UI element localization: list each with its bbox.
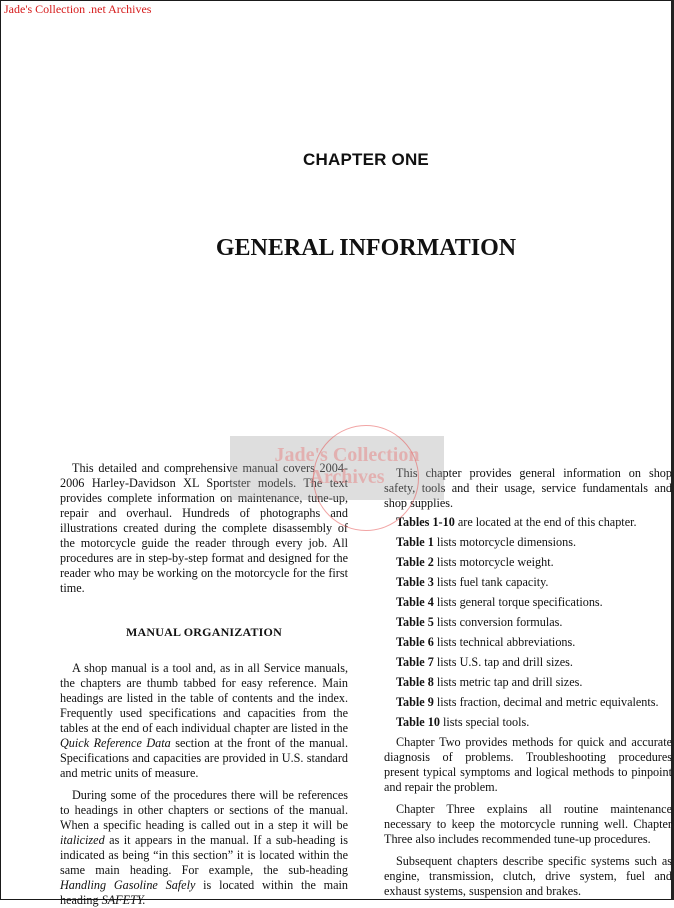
section-heading-manual-organization: MANUAL ORGANIZATION bbox=[126, 625, 282, 639]
table-list-item: Table 9 lists fraction, decimal and metric equivalents. bbox=[396, 695, 659, 709]
table-list-item: Table 3 lists fuel tank capacity. bbox=[396, 575, 549, 589]
archive-label: Jade's Collection .net Archives bbox=[4, 2, 152, 16]
table-list-item: Table 5 lists conversion formulas. bbox=[396, 615, 563, 629]
watermark-text: Jade's Collection Archives bbox=[274, 444, 420, 488]
table-list-item: Table 8 lists metric tap and drill sizes. bbox=[396, 675, 583, 689]
table-list-item: Table 4 lists general torque specifications. bbox=[396, 595, 603, 609]
table-list-item: Table 7 lists U.S. tap and drill sizes. bbox=[396, 655, 573, 669]
table-list-item: Tables 1-10 are located at the end of this chapter. bbox=[396, 515, 637, 529]
manual-organization-paragraph-2: During some of the procedures there will be references to headings in other chapters or sections of the manual. When a specific heading is called out in a step it will be italicized as it appears in the manual. If a sub-heading is indicated as being “in this section” it is located within the same main heading. For example, the sub-heading Handling Gasoline Safely is located within the main heading SAFETY. bbox=[60, 788, 348, 907]
subsequent-chapters-paragraph: Subsequent chapters describe specific systems such as engine, transmission, clutch, drive system, fuel and exhaust systems, suspension and brakes. bbox=[384, 854, 672, 898]
chapter-three-paragraph: Chapter Three explains all routine maintenance necessary to keep the motorcycle running well. Chapter Three also includes recommended tune-up procedures. bbox=[384, 802, 672, 846]
chapter-intro-paragraph: This chapter provides general information on shop safety, tools and their usage, service fundamentals and shop supplies. bbox=[384, 466, 672, 510]
chapter-two-paragraph: Chapter Two provides methods for quick and accurate diagnosis of problems. Troubleshooting procedures present typical symptoms and logical methods to pinpoint and repair the problem. bbox=[384, 735, 672, 794]
left-column bbox=[60, 461, 348, 908]
table-list-item: Table 1 lists motorcycle dimensions. bbox=[396, 535, 577, 549]
table-list-item: Table 10 lists special tools. bbox=[396, 715, 530, 729]
table-list-item: Table 2 lists motorcycle weight. bbox=[396, 555, 554, 569]
right-column bbox=[384, 466, 672, 899]
intro-paragraph: This detailed and comprehensive manual covers 2004-2006 Harley-Davidson XL Sportster models. The text provides complete information on maintenance, tune-up, repair and overhaul. Hundreds of photographs and illustrations created during the complete disassembly of the motorcycle guide the reader through every job. All procedures are in step-by-step format and designed for the reader who may be working on the motorcycle for the first time. bbox=[60, 461, 348, 595]
table-list bbox=[384, 515, 672, 730]
manual-organization-paragraph-1: A shop manual is a tool and, as in all Service manuals, the chapters are thumb tabbed for easy reference. Main headings are listed in the table of contents and the index. Frequently used specifications and capacities from the tables at the end of each individual chapter are listed in the Quick Reference Data section at the front of the manual. Specifications and capacities are provided in U.S. standard and metric units of measure. bbox=[60, 661, 348, 780]
chapter-title: GENERAL INFORMATION bbox=[215, 235, 517, 261]
table-list-item: Table 6 lists technical abbreviations. bbox=[396, 635, 576, 649]
chapter-number: CHAPTER ONE bbox=[303, 150, 429, 169]
